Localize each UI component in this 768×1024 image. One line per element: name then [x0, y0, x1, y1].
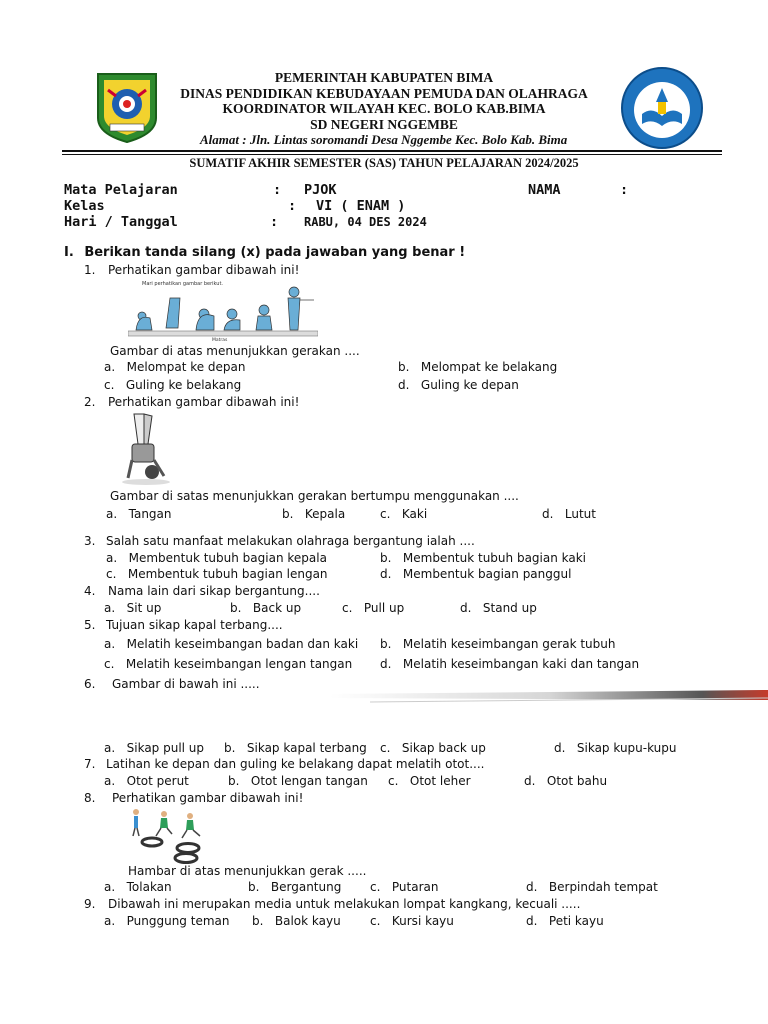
option-text: Peti kayu [548, 914, 604, 928]
option-text: Tolakan [126, 880, 172, 894]
section-instruction [64, 245, 465, 260]
option-text: Membentuk tubuh bagian lengan [127, 567, 328, 581]
option-letter: b. [380, 637, 392, 651]
q4-option-c[interactable] [342, 601, 404, 616]
option-letter: b. [224, 741, 236, 755]
q7-option-b[interactable] [228, 774, 368, 789]
q6-text: Gambar di bawah ini ..... [112, 677, 260, 691]
option-letter: d. [526, 880, 538, 894]
option-letter: a. [104, 914, 116, 928]
q3-option-a[interactable] [106, 551, 327, 566]
option-text: Guling ke depan [420, 378, 519, 392]
fig1-caption: Mari perhatikan gambar berikut. [142, 281, 223, 287]
header-line-4: SD NEGERI NGGEMBE [310, 117, 458, 132]
option-text: Punggung teman [126, 914, 230, 928]
option-letter: d. [554, 741, 566, 755]
subject-label: Mata Pelajaran [64, 182, 178, 198]
q9-option-d[interactable] [526, 914, 604, 929]
option-text: Otot lengan tangan [250, 774, 368, 788]
option-text: Kaki [401, 507, 428, 521]
class-colon: : [288, 198, 297, 214]
q8-option-c[interactable] [370, 880, 438, 895]
handstand-illustration [118, 410, 174, 486]
q1-text: Perhatikan gambar dibawah ini! [108, 263, 300, 277]
q1-option-d[interactable] [398, 378, 519, 393]
option-text: Membentuk tubuh bagian kaki [402, 551, 587, 565]
option-text: Pull up [363, 601, 405, 615]
option-text: Membentuk tubuh bagian kepala [128, 551, 327, 565]
option-letter: b. [252, 914, 264, 928]
q8-option-b[interactable] [248, 880, 341, 895]
option-letter: a. [106, 551, 118, 565]
q6-option-a[interactable] [104, 741, 204, 756]
q1-sub: Gambar di atas menunjukkan gerakan .... [110, 344, 360, 358]
option-text: Sikap pull up [126, 741, 205, 755]
q9-option-c[interactable] [370, 914, 454, 929]
q1-number: 1. [84, 263, 96, 277]
option-text: Stand up [482, 601, 537, 615]
option-letter: c. [380, 507, 391, 521]
option-letter: d. [380, 657, 392, 671]
header-rule-thick [62, 150, 722, 152]
name-colon: : [620, 182, 629, 198]
option-letter: a. [104, 637, 116, 651]
option-text: Bergantung [270, 880, 342, 894]
q6-image-strip [330, 686, 768, 708]
q5-option-d[interactable] [380, 657, 639, 672]
section-instruction-text: Berikan tanda silang (x) pada jawaban yang benar ! [84, 245, 466, 260]
option-text: Melatih keseimbangan kaki dan tangan [402, 657, 640, 671]
date-value: RABU, 04 DES 2024 [304, 215, 427, 229]
q1-option-c[interactable] [104, 378, 241, 393]
q8-option-a[interactable] [104, 880, 172, 895]
q6-number: 6. [84, 677, 96, 691]
school-address: Alamat : Jln. Lintas soromandi Desa Nggembe Kec. Bolo Kab. Bima [200, 132, 568, 147]
option-letter: b. [398, 360, 410, 374]
q4-option-d[interactable] [460, 601, 537, 616]
q5-number: 5. [84, 618, 96, 632]
option-text: Sikap back up [401, 741, 486, 755]
option-letter: b. [228, 774, 240, 788]
q4-option-b[interactable] [230, 601, 301, 616]
option-letter: a. [104, 741, 116, 755]
option-text: Putaran [391, 880, 439, 894]
option-text: Sikap kupu-kupu [576, 741, 677, 755]
q7-option-c[interactable] [388, 774, 471, 789]
class-label: Kelas [64, 198, 105, 214]
option-text: Membentuk bagian panggul [402, 567, 572, 581]
option-text: Melatih keseimbangan badan dan kaki [126, 637, 359, 651]
q2-text: Perhatikan gambar dibawah ini! [108, 395, 300, 409]
subject-value: PJOK [304, 182, 337, 198]
q5-option-c[interactable] [104, 657, 352, 672]
option-letter: c. [106, 567, 117, 581]
option-text: Tangan [128, 507, 172, 521]
q3-option-b[interactable] [380, 551, 586, 566]
q9-option-a[interactable] [104, 914, 229, 929]
option-text: Otot perut [126, 774, 189, 788]
header-line-1: PEMERINTAH KABUPATEN BIMA [274, 70, 494, 85]
option-letter: a. [104, 601, 116, 615]
q6-option-c[interactable] [380, 741, 486, 756]
option-letter: b. [282, 507, 294, 521]
subject-colon: : [273, 182, 282, 198]
q7-number: 7. [84, 757, 96, 771]
option-letter: d. [524, 774, 536, 788]
fig1-floor-label: Matras [212, 338, 228, 342]
q2-option-c[interactable] [380, 507, 427, 522]
q3-option-c[interactable] [106, 567, 328, 582]
option-text: Melatih keseimbangan lengan tangan [125, 657, 353, 671]
option-letter: c. [104, 378, 115, 392]
q8-sub: Hambar di atas menunjukkan gerak ..... [128, 864, 367, 878]
header-line-2: DINAS PENDIDIKAN KEBUDAYAAN PEMUDA DAN OLAHRAGA [180, 86, 588, 101]
name-label: NAMA [528, 182, 561, 198]
q8-text: Perhatikan gambar dibawah ini! [112, 791, 304, 805]
q6-option-b[interactable] [224, 741, 367, 756]
option-text: Kepala [304, 507, 346, 521]
header-line-3: KOORDINATOR WILAYAH KEC. BOLO KAB.BIMA [222, 101, 546, 116]
option-text: Otot bahu [546, 774, 608, 788]
q6-option-d[interactable] [554, 741, 677, 756]
q7-option-a[interactable] [104, 774, 189, 789]
q1-option-a[interactable] [104, 360, 246, 375]
option-letter: d. [398, 378, 410, 392]
option-letter: c. [370, 914, 381, 928]
q1-option-b[interactable] [398, 360, 557, 375]
option-text: Kursi kayu [391, 914, 454, 928]
q2-option-a[interactable] [106, 507, 172, 522]
option-letter: d. [526, 914, 538, 928]
q8-number: 8. [84, 791, 96, 805]
q9-text: Dibawah ini merupakan media untuk melakukan lompat kangkang, kecuali ..... [108, 897, 581, 911]
q5-option-a[interactable] [104, 637, 358, 652]
q3-text: Salah satu manfaat melakukan olahraga bergantung ialah .... [106, 534, 475, 548]
option-letter: b. [230, 601, 242, 615]
option-letter: d. [542, 507, 554, 521]
option-text: Melatih keseimbangan gerak tubuh [402, 637, 616, 651]
exam-title: SUMATIF AKHIR SEMESTER (SAS) TAHUN PELAJARAN 2024/2025 [189, 156, 579, 170]
option-letter: c. [104, 657, 115, 671]
option-text: Otot leher [409, 774, 471, 788]
date-colon: : [270, 214, 279, 230]
q8-option-d[interactable] [526, 880, 658, 895]
q4-text: Nama lain dari sikap bergantung.... [108, 584, 320, 598]
q2-number: 2. [84, 395, 96, 409]
option-letter: c. [370, 880, 381, 894]
option-text: Lutut [564, 507, 596, 521]
q7-text: Latihan ke depan dan guling ke belakang dapat melatih otot.... [106, 757, 485, 771]
tire-jumping-illustration [128, 806, 212, 864]
option-text: Balok kayu [274, 914, 341, 928]
q2-option-b[interactable] [282, 507, 345, 522]
class-value: VI ( ENAM ) [316, 198, 406, 214]
option-letter: c. [388, 774, 399, 788]
option-letter: b. [248, 880, 260, 894]
option-letter: b. [380, 551, 392, 565]
q4-option-a[interactable] [104, 601, 161, 616]
option-letter: c. [342, 601, 353, 615]
q2-option-d[interactable] [542, 507, 596, 522]
option-text: Back up [252, 601, 302, 615]
option-text: Guling ke belakang [125, 378, 242, 392]
option-letter: d. [380, 567, 392, 581]
section-number: I. [64, 245, 74, 260]
q9-option-b[interactable] [252, 914, 341, 929]
option-text: Melompat ke belakang [420, 360, 558, 374]
q9-number: 9. [84, 897, 96, 911]
date-label: Hari / Tanggal [64, 214, 178, 230]
q5-text: Tujuan sikap kapal terbang.... [106, 618, 283, 632]
forward-roll-illustration [128, 278, 318, 342]
option-text: Berpindah tempat [548, 880, 658, 894]
option-letter: d. [460, 601, 472, 615]
q2-sub: Gambar di satas menunjukkan gerakan bertumpu menggunakan .... [110, 489, 519, 503]
option-letter: a. [104, 360, 116, 374]
option-text: Melompat ke depan [126, 360, 246, 374]
option-letter: a. [104, 774, 116, 788]
option-letter: c. [380, 741, 391, 755]
option-text: Sit up [126, 601, 162, 615]
option-text: Sikap kapal terbang [246, 741, 367, 755]
q3-option-d[interactable] [380, 567, 571, 582]
option-letter: a. [104, 880, 116, 894]
q3-number: 3. [84, 534, 96, 548]
q5-option-b[interactable] [380, 637, 616, 652]
option-letter: a. [106, 507, 118, 521]
q7-option-d[interactable] [524, 774, 607, 789]
q4-number: 4. [84, 584, 96, 598]
